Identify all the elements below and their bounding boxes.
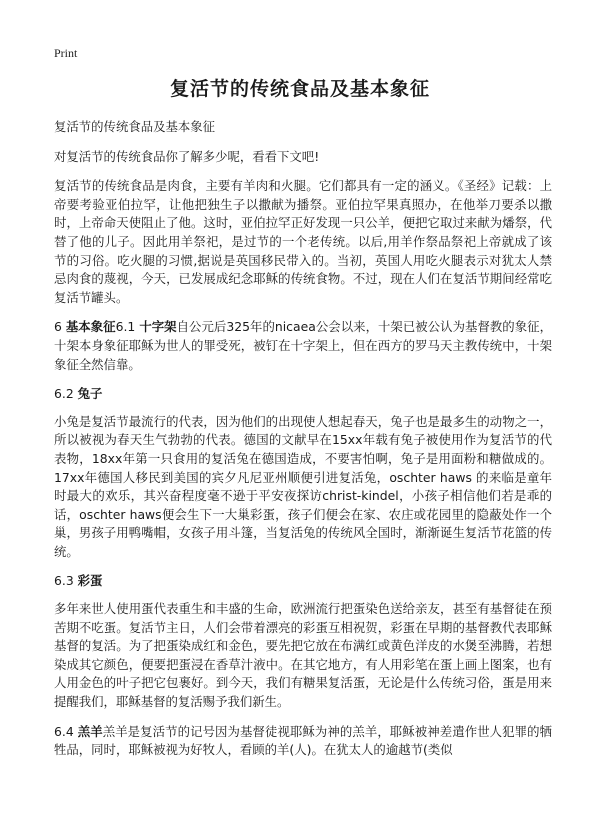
section-64-paragraph — [54, 723, 552, 760]
page-title: 复活节的传统食品及基本象征 — [169, 78, 430, 100]
section-64-number: 6.4 — [54, 723, 74, 739]
section-61-title: 十字架 — [139, 319, 177, 335]
section-62-title: 兔子 — [77, 386, 103, 402]
section-63-number: 6.3 — [54, 573, 74, 589]
section-62-number: 6.2 — [54, 386, 74, 402]
section-62-heading — [54, 385, 552, 404]
section-61-text: 自公元后325年的nicaea公会以来，十架已被公认为基督教的象征，十架本身象征耶稣为世人的罪受死，被钉在十字架上，但在西方的罗马天主教传统中，十架象征全然信靠。 — [54, 319, 552, 372]
section-63-title: 彩蛋 — [77, 573, 103, 589]
section-64-text: 羔羊是复活节的记号因为基督徒视耶稣为神的羔羊，耶稣被神差遣作世人犯罪的牺牲品，同时，耶稣被视为好牧人，看顾的羊(人)。在犹太人的逾越节(类似 — [54, 723, 552, 758]
section-62-text: 小兔是复活节最流行的代表，因为他们的出现使人想起春天，兔子也是最多生的动物之一，所以被视为春天生气勃勃的代表。德国的文献早在15xx年载有兔子被使用作为复活节的代表物，18xx年第一只食用的复活兔在德国造成，不要害怕啊，兔子是用面粉和糖做成的。17xx年德国人移民到美国的宾夕凡尼亚州顺便引进复活兔，oschter haws 的来临是童年时最大的欢乐，其兴奋程度毫不逊于平安夜探访christ-kindel，小孩子相信他们若是乖的话，oschter haws便会生下一大巢彩蛋，孩子们便会在家、农庄或花园里的隐蔽处作一个巢，男孩子用鸭嘴帽，女孩子用斗篷，当复活兔的传统风全国时，渐渐诞生复活节花篮的传统。 — [54, 413, 552, 559]
document-body — [54, 118, 552, 771]
subtitle: 复活节的传统食品及基本象征 — [54, 119, 216, 134]
section-61-number: 6.1 — [115, 319, 136, 335]
paragraph-food: 复活节的传统食品是肉食，主要有羊肉和火腿。它们都具有一定的涵义。《圣经》记载：上帝要考验亚伯拉罕，让他把独生子以撒献为播祭。亚伯拉罕果真照办，在他举刀要杀以撒时，上帝命天使阻止了他。这时，亚伯拉罕正好发现一只公羊，便把它取过来献为燔祭，代替了他的儿子。因此用羊祭祀，是过节的一个老传统。以后,用羊作祭品祭祀上帝就成了该节的习俗。吃火腿的习惯,据说是英国移民带入的。当初，英国人用吃火腿表示对犹太人禁忌肉食的蔑视，今天，已发展成纪念耶稣的传统食物。不过，现在人们在复活节期间经常吃复活节罐头。 — [54, 178, 552, 305]
intro-paragraph: 对复活节的传统食品你了解多少呢，看看下文吧! — [54, 148, 320, 164]
section-6-title: 基本象征 — [65, 319, 116, 335]
section-64-title: 羔羊 — [77, 723, 103, 739]
print-label[interactable]: Print — [54, 46, 78, 60]
section-6-number: 6 — [54, 319, 62, 335]
section-63-heading — [54, 572, 552, 591]
section-6-paragraph — [54, 318, 552, 374]
section-63-text: 多年来世人使用蛋代表重生和丰盛的生命，欧洲流行把蛋染色送给亲友，甚至有基督徒在预苦期不吃蛋。复活节主日，人们会带着漂亮的彩蛋互相祝贺，彩蛋在早期的基督教代表耶稣基督的复活。为了把蛋染成红和金色，要先把它放在布满红或黄色洋皮的水煲至沸腾，若想染成其它颜色，便要把蛋浸在香草汁液中。在其它地方，有人用彩笔在蛋上画上图案，也有人用金色的叶子把它包裹好。到今天，我们有糖果复活蛋，无论是什么传统习俗，蛋是用来提醒我们，耶稣基督的复活赐予我们新生。 — [54, 601, 552, 710]
